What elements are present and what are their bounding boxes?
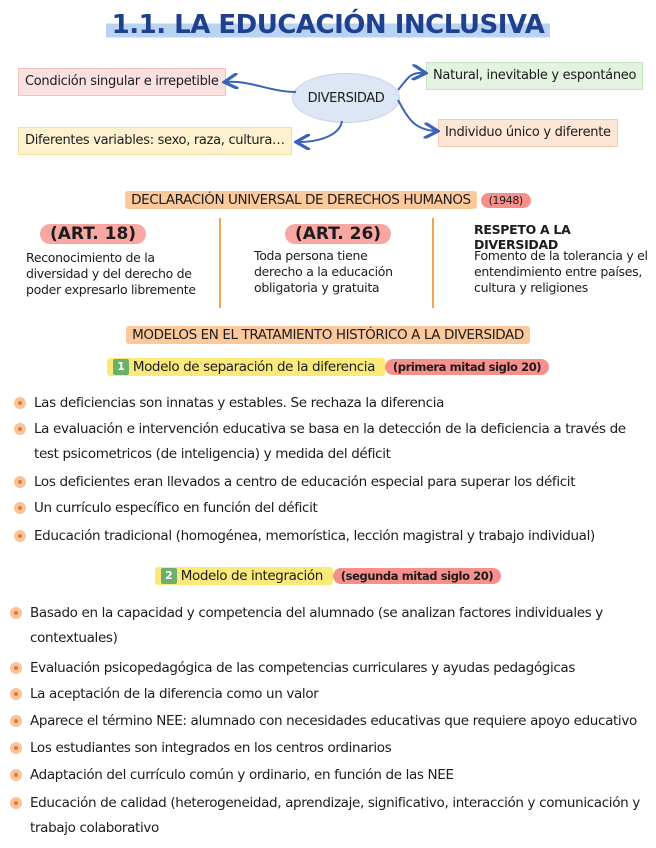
respeto-text: Fomento de la tolerancia y el entendimiento entre países, cultura y religiones — [474, 248, 648, 295]
declaration-year: (1948) — [481, 193, 531, 208]
model1-period: (primera mitad siglo 20) — [385, 359, 549, 375]
diversity-arrows — [0, 0, 656, 170]
list-item: Adaptación del currículo común y ordinario, en función de las NEE — [30, 764, 650, 786]
list-item: Educación de calidad (heterogeneidad, aprendizaje, significativo, interacción y comunicación y — [30, 792, 650, 814]
art-18-heading: (ART. 18) — [40, 224, 146, 244]
list-item: Un currículo específico en función del déficit — [34, 497, 654, 519]
diversity-right-bottom-box: Individuo único y diferente — [438, 119, 618, 147]
diversity-left-bottom-box: Diferentes variables: sexo, raza, cultura… — [18, 127, 292, 155]
arrow-to-right-top — [398, 73, 424, 90]
model2-header — [0, 568, 656, 584]
list-item: La aceptación de la diferencia como un valor — [30, 683, 650, 705]
models-header — [0, 327, 656, 343]
declaration-title: DECLARACIÓN UNIVERSAL DE DERECHOS HUMANOS — [125, 191, 477, 209]
declaration-header — [0, 192, 656, 208]
list-item-continuation: trabajo colaborativo — [30, 820, 159, 836]
list-item: Los estudiantes son integrados en los centros ordinarios — [30, 737, 650, 759]
arrow-to-left-top — [226, 82, 296, 92]
list-item-continuation: contextuales) — [30, 630, 118, 646]
diversity-center-label: DIVERSIDAD — [307, 90, 385, 106]
diversity-left-top-box: Condición singular e irrepetible — [18, 68, 226, 96]
list-item: Basado en la capacidad y competencia del alumnado (se analizan factores individuales y — [30, 602, 650, 624]
model1-number-badge: 1 — [113, 359, 129, 375]
page-title-text: 1.1. LA EDUCACIÓN INCLUSIVA — [106, 10, 551, 40]
list-item-continuation: test psicometricos (de inteligencia) y medida del déficit — [34, 446, 391, 462]
list-item: La evaluación e intervención educativa se basa en la detección de la deficiencia a través de — [34, 418, 654, 440]
list-item: Educación tradicional (homogénea, memorística, lección magistral y trabajo individual) — [34, 525, 654, 547]
model2-period: (segunda mitad siglo 20) — [333, 568, 501, 584]
models-title: MODELOS EN EL TRATAMIENTO HISTÓRICO A LA DIVERSIDAD — [126, 326, 530, 344]
art-26-text: Toda persona tiene derecho a la educación obligatoria y gratuita — [254, 248, 393, 295]
arrow-to-left-bottom — [298, 121, 342, 142]
column-divider-2 — [432, 218, 434, 308]
respeto-heading: RESPETO A LA DIVERSIDAD — [474, 222, 571, 252]
model2-number-badge: 2 — [161, 568, 177, 584]
model1-title: Modelo de separación de la diferencia — [132, 359, 375, 375]
arrow-to-right-bottom — [398, 100, 436, 131]
list-item: Evaluación psicopedagógica de las competencias curriculares y ayudas pedagógicas — [30, 657, 650, 679]
list-item: Las deficiencias son innatas y estables. Se rechaza la diferencia — [34, 392, 654, 414]
list-item: Los deficientes eran llevados a centro de educación especial para superar los déficit — [34, 471, 654, 493]
art-26-heading: (ART. 26) — [285, 224, 391, 244]
column-divider-1 — [219, 218, 221, 308]
list-item: Aparece el término NEE: alumnado con necesidades educativas que requiere apoyo educativo — [30, 710, 650, 732]
model2-title: Modelo de integración — [180, 568, 323, 584]
model1-header — [0, 359, 656, 375]
diversity-right-top-box: Natural, inevitable y espontáneo — [426, 62, 643, 90]
art-18-text: Reconocimiento de la diversidad y del derecho de poder expresarlo libremente — [26, 250, 196, 297]
